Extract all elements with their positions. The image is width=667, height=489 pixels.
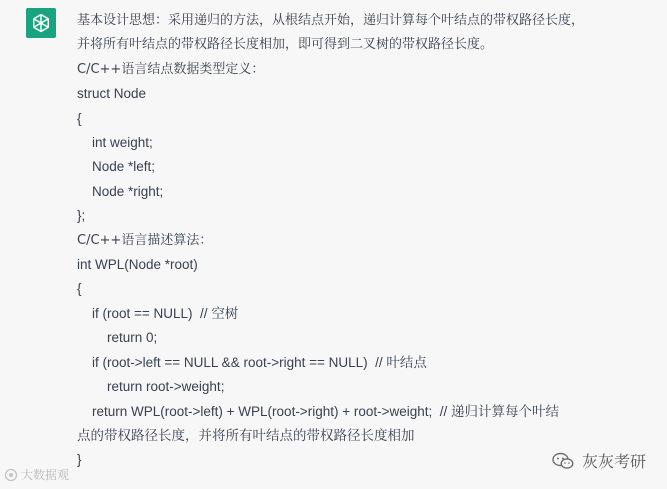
openai-logo-icon [30,12,52,34]
code-line-3: int weight; [77,135,153,151]
code-line-10: return 0; [77,330,158,346]
code-line-2: { [77,110,82,126]
watermark-right-text: 灰灰考研 [582,452,647,471]
watermark-left-text: 大数据观 [21,468,70,482]
code-line-6: }; [77,208,86,224]
watermark-logo-icon [4,468,18,482]
code-line-9: if (root == NULL) // 空树 [77,305,239,321]
code-line-13: return WPL(root->left) + WPL(root->right) + root->weight; // 递归计算每个叶结 [77,403,560,419]
code-line-4: Node *left; [77,159,156,175]
message-content [77,9,659,473]
code-line-1: struct Node [77,86,147,102]
wechat-icon [552,452,574,470]
text-line-2: 并将所有叶结点的带权路径长度相加，即可得到二叉树的带权路径长度。 [77,37,494,53]
text-line-4: C/C++语言描述算法： [77,232,213,248]
text-line-3: C/C++语言结点数据类型定义： [77,61,265,77]
code-line-15: } [77,452,82,468]
code-line-14: 点的带权路径长度，并将所有叶结点的带权路径长度相加 [77,427,415,443]
text-line-1: 基本设计思想：采用递归的方法，从根结点开始，递归计算每个叶结点的带权路径长度， [77,13,585,28]
code-line-8: { [77,281,82,297]
assistant-avatar [26,8,56,38]
code-line-11: if (root->left == NULL && root->right == NULL) // 叶结点 [77,354,427,370]
code-line-7: int WPL(Node *root) [77,257,198,273]
watermark-left [4,466,69,483]
code-line-12: return root->weight; [77,379,225,395]
watermark-right [552,449,646,472]
code-line-5: Node *right; [77,183,164,199]
